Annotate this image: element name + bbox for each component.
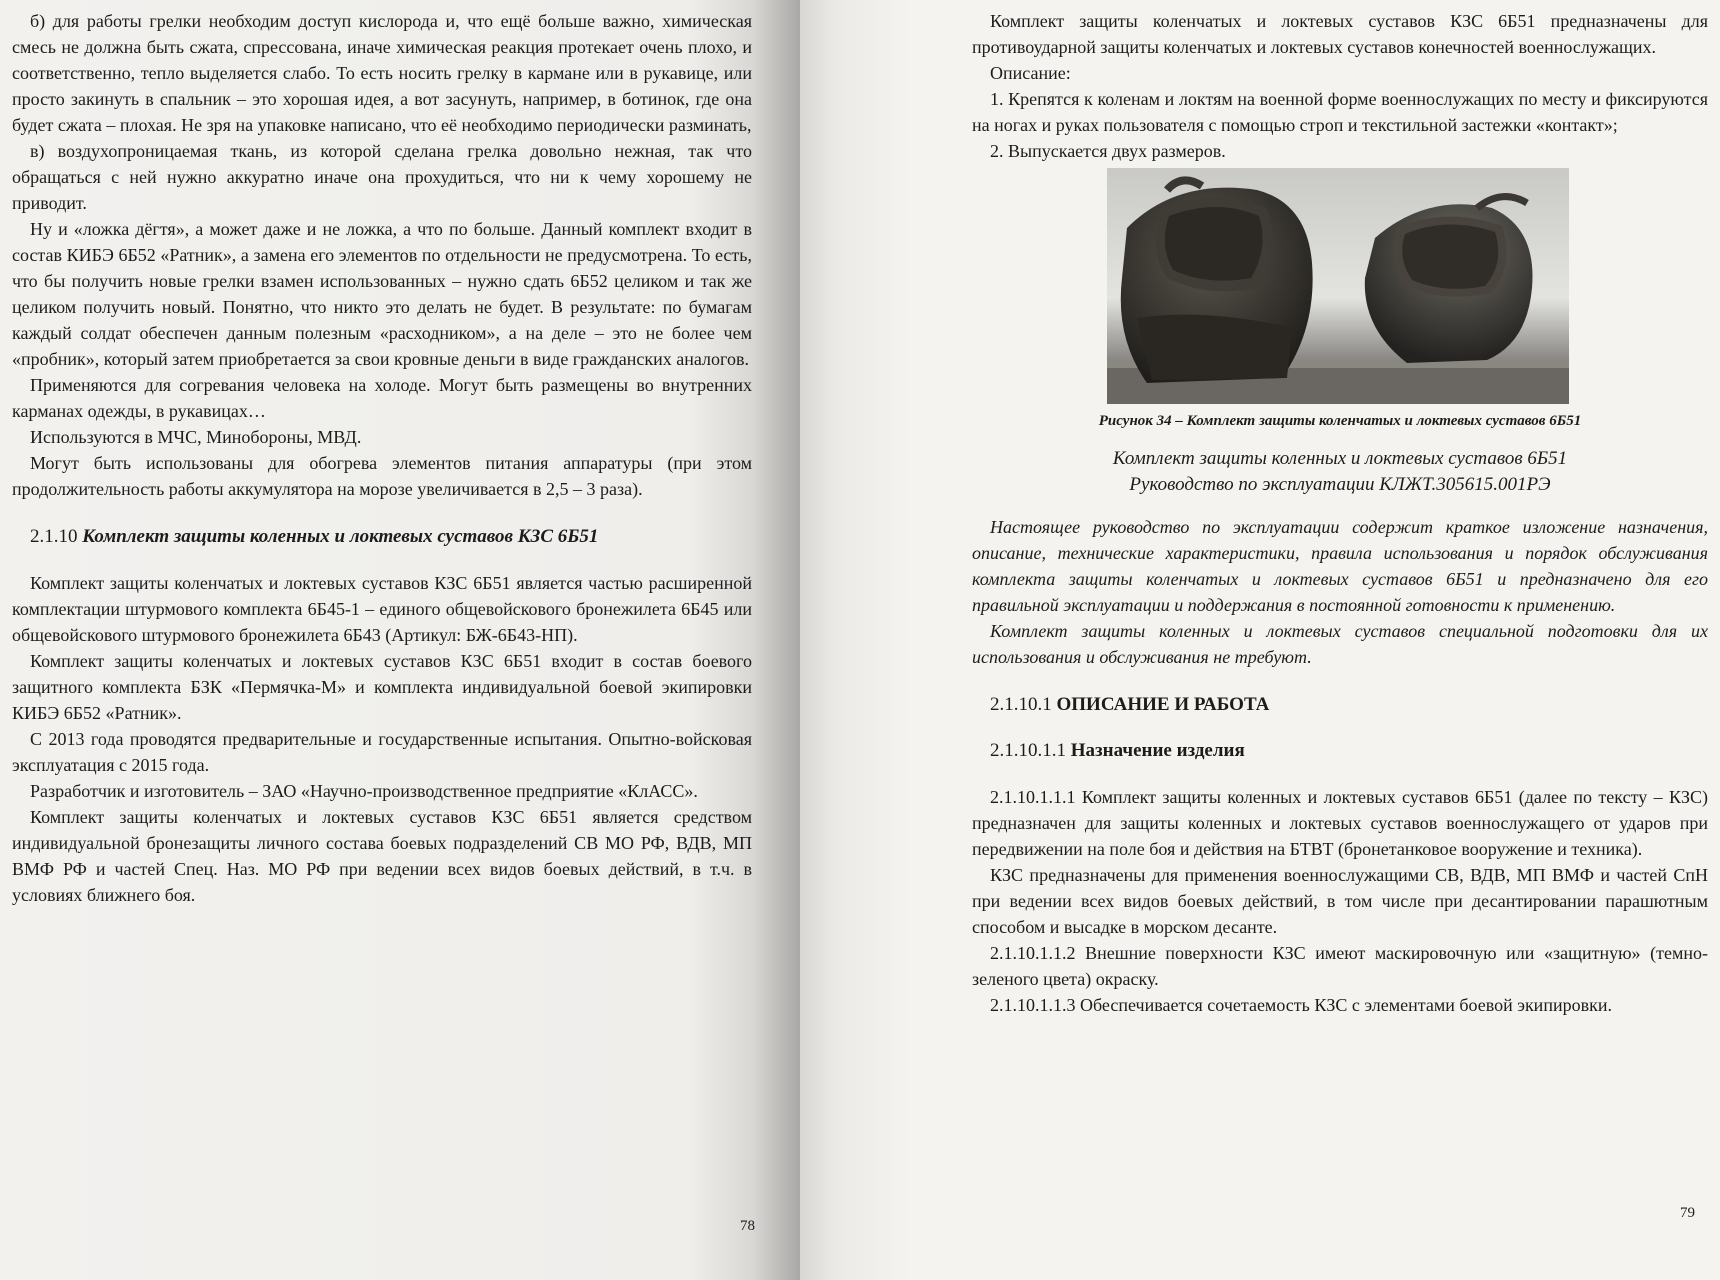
italic-paragraph: Настоящее руководство по эксплуатации содержит краткое изложение назначения, описание, технические характеристики, правила использования и порядок обслуживания комплекта защиты коленчатых и локтевых суставов 6Б51 и предназначено для его правильной эксплуатации и поддержания в постоянной готовности к применению.	[972, 517, 1708, 615]
paragraph: Используются в МЧС, Минобороны, МВД.	[30, 427, 362, 447]
section-title: ОПИСАНИЕ И РАБОТА	[1056, 694, 1270, 715]
paragraph: Комплект защиты коленчатых и локтевых суставов КЗС 6Б51 входит в состав боевого защитного комплекта БЗК «Пермячка-М» и комплекта индивидуальной боевой экипировки КИБЭ 6Б52 «Ратник».	[12, 651, 752, 723]
paragraph: Комплект защиты коленчатых и локтевых суставов КЗС 6Б51 является средством индивидуальной бронезащиты личного состава боевых подразделений СВ МО РФ, ВДВ, МП ВМФ РФ и частей Спец. Наз. МО РФ при ведении всех видов боевых действий, в т.ч. в условиях ближнего боя.	[12, 807, 752, 905]
page-number: 79	[1680, 1205, 1695, 1221]
subsection-title: Назначение изделия	[1070, 740, 1245, 761]
right-text-column	[972, 8, 1708, 1018]
heading-title: Комплект защиты коленных и локтевых суставов КЗС 6Б51	[82, 526, 599, 547]
paragraph: Применяются для согревания человека на холоде. Могут быть размещены во внутренних карманах одежды, в рукавицах…	[12, 375, 752, 421]
paragraph: Комплект защиты коленчатых и локтевых суставов КЗС 6Б51 предназначены для противоударной защиты коленчатых и локтевых суставов конечностей военнослужащих.	[972, 11, 1708, 57]
figure-caption: Рисунок 34 – Комплект защиты коленчатых и локтевых суставов 6Б51	[1098, 413, 1582, 429]
paragraph: Могут быть использованы для обогрева элементов питания аппаратуры (при этом продолжительность работы аккумулятора на морозе увеличивается в 2,5 – 3 раза).	[12, 453, 752, 499]
paragraph: Описание:	[990, 63, 1071, 83]
paragraph: 2. Выпускается двух размеров.	[990, 141, 1226, 161]
left-page	[0, 0, 800, 1280]
italic-paragraph: Комплект защиты коленных и локтевых суставов специальной подготовки для их использования и обслуживания не требуют.	[972, 621, 1708, 667]
knee-pads-photo	[1107, 168, 1569, 404]
section-heading	[12, 524, 752, 550]
subsection-number: 2.1.10.1.1	[990, 740, 1066, 761]
spacer	[972, 498, 1708, 514]
paragraph: 2.1.10.1.1.1 Комплект защиты коленных и локтевых суставов 6Б51 (далее по тексту – КЗС) предназначен для защиты коленных и локтевых суставов военнослужащего от ударов при передвижении на поле боя и действия на БТВТ (бронетанковое вооружение и техника).	[972, 787, 1708, 859]
paragraph: С 2013 года проводятся предварительные и государственные испытания. Опытно-войсковая эксплуатация с 2015 года.	[12, 729, 752, 775]
subsection-heading	[972, 738, 1708, 764]
paragraph: КЗС предназначены для применения военнослужащими СВ, ВДВ, МП ВМФ и частей СпН при ведении всех видов боевых действий, в том числе при десантировании парашютным способом и высадке в морском десанте.	[972, 865, 1708, 937]
paragraph: Ну и «ложка дёгтя», а может даже и не ложка, а что по больше. Данный комплект входит в состав КИБЭ 6Б52 «Ратник», а замена его элементов по отдельности не предусмотрена. То есть, что бы получить новые грелки взамен использованных – нужно сдать 6Б52 целиком и так же целиком получить новый. Понятно, что никто это делать не будет. В результате: по бумагам каждый солдат обеспечен данным полезным «расходником», а на деле – это не более чем «пробник», который затем приобретается за свои кровные деньги в виде гражданских аналогов.	[12, 219, 752, 369]
right-page	[800, 0, 1720, 1280]
guide-title-line1: Комплект защиты коленных и локтевых суставов 6Б51	[1112, 448, 1568, 469]
section-number: 2.1.10.1	[990, 694, 1052, 715]
page-number: 78	[740, 1218, 755, 1234]
paragraph: в) воздухопроницаемая ткань, из которой сделана грелка довольно нежная, так что обращаться с ней нужно аккуратно иначе она прохудиться, что ни к чему хорошему не приводит.	[12, 141, 752, 213]
paragraph: 2.1.10.1.1.2 Внешние поверхности КЗС имеют маскировочную или «защитную» (темно-зеленого цвета) окраску.	[972, 943, 1708, 989]
left-text-column	[12, 8, 752, 908]
knee-pads-image	[1107, 168, 1569, 404]
heading-number: 2.1.10	[30, 526, 78, 547]
paragraph: Комплект защиты коленчатых и локтевых суставов КЗС 6Б51 является частью расширенной комплектации штурмового комплекта 6Б45-1 – единого общевойскового бронежилета 6Б45 или общевойскового штурмового бронежилета 6Б43 (Артикул: БЖ-6Б43-НП).	[12, 573, 752, 645]
paragraph: Разработчик и изготовитель – ЗАО «Научно-производственное предприятие «КлАСС».	[30, 781, 698, 801]
guide-title-line2: Руководство по эксплуатации КЛЖТ.305615.001РЭ	[1129, 474, 1551, 495]
section-heading	[972, 692, 1708, 718]
paragraph: б) для работы грелки необходим доступ кислорода и, что ещё больше важно, химическая смесь не должна быть сжата, спрессована, иначе химическая реакция протекает очень плохо, и соответственно, тепло выделяется слабо. То есть носить грелку в кармане или в рукавице, или просто закинуть в спальник – это хорошая идея, а вот засунуть, например, в ботинок, где она будет сжата – плохая. Не зря на упаковке написано, что её необходимо периодически разминать,	[12, 11, 752, 135]
paragraph: 2.1.10.1.1.3 Обеспечивается сочетаемость КЗС с элементами боевой экипировки.	[990, 995, 1612, 1015]
paragraph: 1. Крепятся к коленам и локтям на военной форме военнослужащих по месту и фиксируются на ногах и руках пользователя с помощью строп и текстильной застежки «контакт»;	[972, 89, 1708, 135]
